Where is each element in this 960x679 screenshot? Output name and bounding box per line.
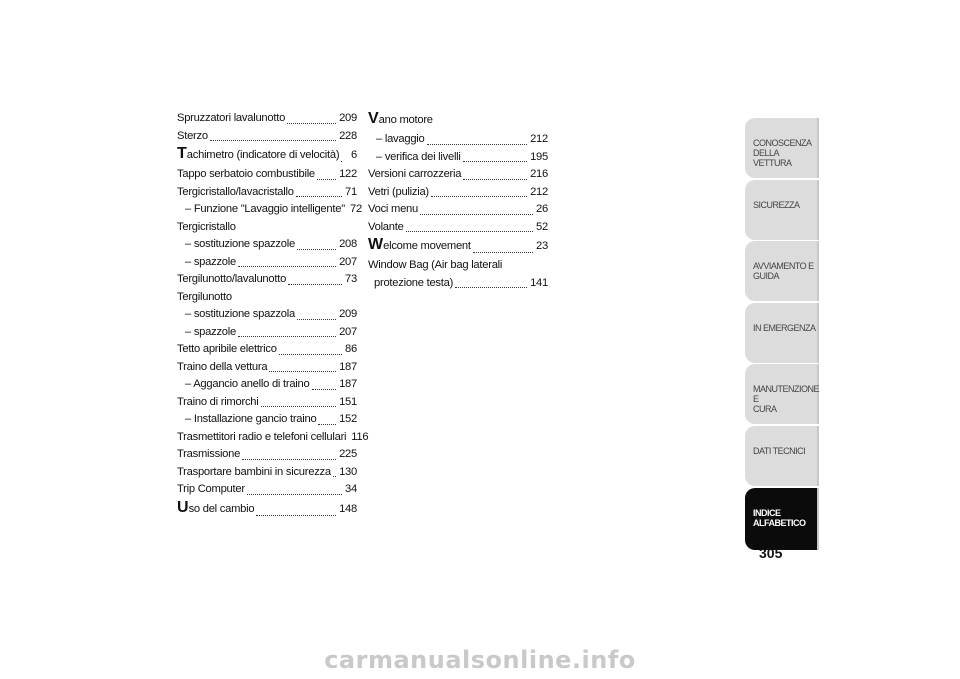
entry-text: Window Bag (Air bag laterali bbox=[368, 259, 503, 271]
entry-text: Voci menu bbox=[368, 203, 418, 215]
entry-text: Spruzzatori lavalunotto bbox=[177, 112, 286, 124]
dot-leader bbox=[333, 475, 336, 477]
index-column-left bbox=[177, 110, 369, 520]
entry-label bbox=[368, 184, 429, 202]
dot-leader bbox=[317, 178, 336, 180]
entry-page: 216 bbox=[530, 168, 548, 180]
entry-label bbox=[185, 254, 236, 272]
index-entry bbox=[368, 201, 548, 219]
entry-label bbox=[368, 166, 461, 184]
entry-label bbox=[177, 429, 346, 447]
entry-text: Traino di rimorchi bbox=[177, 395, 259, 408]
entry-label bbox=[368, 234, 471, 257]
index-entry bbox=[368, 149, 548, 167]
entry-text: – Installazione gancio traino bbox=[185, 413, 317, 425]
dot-leader bbox=[463, 160, 527, 162]
index-entry bbox=[177, 359, 357, 377]
entry-text: Trasmettitori radio e telefoni cellulari bbox=[177, 430, 347, 443]
entry-label bbox=[177, 464, 331, 482]
entry-page: 152 bbox=[339, 413, 357, 425]
entry-text: Trasportare bambini in sicurezza bbox=[177, 465, 331, 478]
entry-text: Tergilunotto/lavalunotto bbox=[177, 273, 287, 285]
entry-label bbox=[368, 108, 433, 131]
tab-label-line2: DELLA VETTURA bbox=[753, 148, 792, 168]
initial-letter: T bbox=[177, 145, 187, 162]
entry-page: 151 bbox=[339, 395, 357, 408]
entry-page: 34 bbox=[345, 483, 357, 495]
dot-leader bbox=[279, 353, 342, 355]
entry-text: protezione testa) bbox=[374, 276, 454, 289]
index-entry bbox=[177, 376, 357, 394]
section-tab[interactable] bbox=[745, 241, 819, 301]
index-entry bbox=[368, 275, 548, 293]
dot-leader bbox=[312, 388, 337, 390]
entry-page: 212 bbox=[530, 133, 548, 145]
entry-label bbox=[185, 201, 345, 219]
page-number: 305 bbox=[759, 545, 783, 561]
entry-text: Versioni carrozzeria bbox=[368, 168, 462, 180]
entry-page: 209 bbox=[339, 112, 357, 124]
entry-page: 209 bbox=[339, 308, 357, 320]
index-entry bbox=[368, 236, 548, 257]
dot-leader bbox=[287, 122, 336, 124]
index-entry bbox=[177, 394, 357, 412]
entry-label bbox=[177, 359, 267, 377]
entry-label bbox=[177, 446, 240, 464]
index-entry bbox=[177, 306, 357, 324]
section-tab-label bbox=[753, 508, 806, 528]
dot-leader bbox=[296, 195, 342, 197]
dot-leader bbox=[431, 195, 527, 197]
entry-label bbox=[177, 289, 232, 307]
entry-text: – sostituzione spazzole bbox=[185, 238, 295, 250]
index-entry bbox=[177, 219, 357, 237]
entry-page: 195 bbox=[530, 150, 548, 163]
entry-label bbox=[185, 411, 316, 429]
entry-text: Traino della vettura bbox=[177, 360, 268, 373]
section-tab[interactable] bbox=[745, 426, 819, 486]
entry-label bbox=[368, 257, 502, 275]
entry-text: Tergilunotto bbox=[177, 290, 232, 303]
dot-leader bbox=[269, 370, 336, 372]
index-entry bbox=[177, 446, 357, 464]
dot-leader bbox=[210, 139, 336, 141]
entry-text: Trip Computer bbox=[177, 483, 245, 495]
index-entry bbox=[368, 110, 548, 131]
entry-page: 73 bbox=[345, 273, 357, 285]
section-tab-label bbox=[753, 384, 819, 414]
tab-label-line2: CURA bbox=[753, 404, 777, 415]
tab-label-line1: IN EMERGENZA bbox=[753, 322, 816, 333]
entry-text: Sterzo bbox=[177, 129, 208, 142]
section-tab[interactable] bbox=[745, 364, 819, 424]
entry-page: 6 bbox=[351, 149, 357, 161]
entry-label bbox=[177, 143, 339, 166]
dot-leader bbox=[288, 283, 342, 285]
dot-leader bbox=[247, 493, 342, 495]
entry-page: 130 bbox=[339, 465, 357, 478]
dot-leader bbox=[242, 458, 336, 460]
entry-page: 141 bbox=[530, 276, 548, 289]
index-entry bbox=[177, 201, 362, 219]
dot-leader bbox=[238, 335, 336, 337]
entry-page: 26 bbox=[536, 203, 548, 215]
entry-label bbox=[177, 110, 285, 128]
entry-text: elcome movement bbox=[383, 240, 471, 252]
entry-label bbox=[376, 149, 461, 167]
section-tab[interactable] bbox=[745, 303, 819, 363]
entry-text: Tetto apribile elettrico bbox=[177, 343, 277, 355]
entry-label bbox=[185, 376, 310, 394]
entry-label bbox=[185, 306, 295, 324]
entry-label bbox=[185, 236, 295, 254]
tab-label-line1: MANUTENZIONE E bbox=[753, 384, 819, 405]
watermark: carmanualsonline.info bbox=[324, 646, 636, 674]
entry-text: Tappo serbatoio combustibile bbox=[177, 168, 315, 180]
entry-page: 208 bbox=[339, 238, 357, 250]
dot-leader bbox=[256, 514, 336, 516]
index-entry bbox=[177, 411, 357, 429]
index-entry bbox=[368, 184, 548, 202]
entry-text: Tergicristallo bbox=[177, 220, 236, 233]
entry-page: 116 bbox=[351, 430, 369, 443]
index-column-right bbox=[368, 110, 548, 292]
initial-letter: W bbox=[368, 236, 384, 253]
section-tab-label bbox=[753, 446, 805, 456]
entry-label bbox=[177, 394, 259, 412]
entry-label bbox=[376, 131, 425, 149]
entry-page: 187 bbox=[339, 378, 357, 390]
tab-label-line1: CONOSCENZA bbox=[753, 138, 812, 148]
entry-text: Tergicristallo/lavacristallo bbox=[177, 185, 294, 198]
index-entry bbox=[177, 184, 357, 202]
initial-letter: U bbox=[177, 498, 189, 516]
dot-leader bbox=[455, 286, 527, 288]
index-entry bbox=[368, 166, 548, 184]
entry-text: so del cambio bbox=[188, 502, 255, 515]
section-tab-label bbox=[753, 200, 800, 210]
index-entry bbox=[177, 254, 357, 272]
entry-label bbox=[177, 166, 315, 184]
entry-text: – Funzione "Lavaggio intelligente" bbox=[185, 203, 345, 215]
entry-label bbox=[177, 341, 277, 359]
section-tab[interactable] bbox=[745, 180, 819, 240]
tab-label-line2: GUIDA bbox=[753, 271, 780, 282]
index-entry bbox=[177, 110, 357, 128]
entry-text: – spazzole bbox=[185, 255, 236, 268]
dot-leader bbox=[238, 265, 336, 267]
entry-text: achimetro (indicatore di velocità) bbox=[186, 149, 340, 161]
dot-leader bbox=[406, 230, 533, 232]
index-entry bbox=[368, 131, 548, 149]
entry-page: 207 bbox=[339, 325, 357, 338]
entry-text: ano motore bbox=[378, 114, 433, 126]
entry-page: 148 bbox=[339, 502, 357, 515]
index-entry bbox=[177, 499, 357, 520]
entry-label bbox=[177, 184, 294, 202]
entry-page: 228 bbox=[339, 129, 357, 142]
index-entry bbox=[177, 271, 357, 289]
tab-label-line1: DATI TECNICI bbox=[753, 445, 806, 456]
index-entry bbox=[177, 464, 357, 482]
entry-page: 187 bbox=[339, 360, 357, 373]
tab-label-line1: SICUREZZA bbox=[753, 199, 800, 210]
dot-leader bbox=[427, 143, 528, 145]
entry-label bbox=[177, 219, 236, 237]
index-entry bbox=[177, 145, 357, 166]
entry-page: 86 bbox=[345, 343, 357, 355]
section-tabs bbox=[745, 118, 819, 551]
entry-text: – spazzole bbox=[185, 325, 236, 338]
index-entry bbox=[177, 236, 357, 254]
tab-label-line2: ALFABETICO bbox=[753, 517, 806, 528]
dot-leader bbox=[318, 423, 336, 425]
entry-page: 23 bbox=[536, 240, 548, 252]
index-entry bbox=[177, 429, 369, 447]
index-entry bbox=[177, 341, 357, 359]
entry-label bbox=[177, 497, 254, 520]
index-entry bbox=[177, 289, 357, 307]
entry-text: – Aggancio anello di traino bbox=[185, 378, 310, 390]
entry-page: 122 bbox=[339, 168, 357, 180]
section-tab[interactable] bbox=[745, 118, 819, 178]
dot-leader bbox=[261, 405, 337, 407]
section-tab-label bbox=[753, 261, 814, 281]
entry-label bbox=[368, 201, 418, 219]
entry-text: – verifica dei livelli bbox=[376, 150, 461, 163]
entry-page: 71 bbox=[345, 185, 357, 198]
index-entry bbox=[177, 166, 357, 184]
dot-leader bbox=[297, 318, 336, 320]
dot-leader bbox=[341, 160, 342, 162]
entry-label bbox=[374, 275, 453, 293]
index-entry bbox=[177, 324, 357, 342]
section-tab-label bbox=[753, 138, 819, 168]
dot-leader bbox=[420, 213, 533, 215]
dot-leader bbox=[463, 178, 527, 180]
entry-text: – lavaggio bbox=[376, 133, 425, 145]
entry-text: Trasmissione bbox=[177, 448, 241, 460]
tab-label-line1: AVVIAMENTO E bbox=[753, 261, 814, 272]
entry-label bbox=[185, 324, 236, 342]
entry-page: 225 bbox=[339, 448, 357, 460]
entry-text: – sostituzione spazzola bbox=[185, 308, 295, 320]
section-tab-label bbox=[753, 323, 816, 333]
initial-letter: V bbox=[368, 110, 379, 127]
entry-page: 212 bbox=[530, 185, 548, 198]
entry-text: Volante bbox=[368, 220, 404, 233]
tab-label-line1: INDICE bbox=[753, 507, 781, 518]
entry-page: 52 bbox=[536, 220, 548, 233]
index-entry bbox=[368, 257, 548, 275]
section-tab[interactable] bbox=[745, 488, 819, 550]
dot-leader bbox=[473, 251, 533, 253]
entry-text: Vetri (pulizia) bbox=[368, 185, 429, 198]
entry-page: 72 bbox=[349, 203, 362, 215]
entry-label bbox=[177, 271, 286, 289]
entry-page: 207 bbox=[339, 255, 357, 268]
dot-leader bbox=[297, 248, 336, 250]
